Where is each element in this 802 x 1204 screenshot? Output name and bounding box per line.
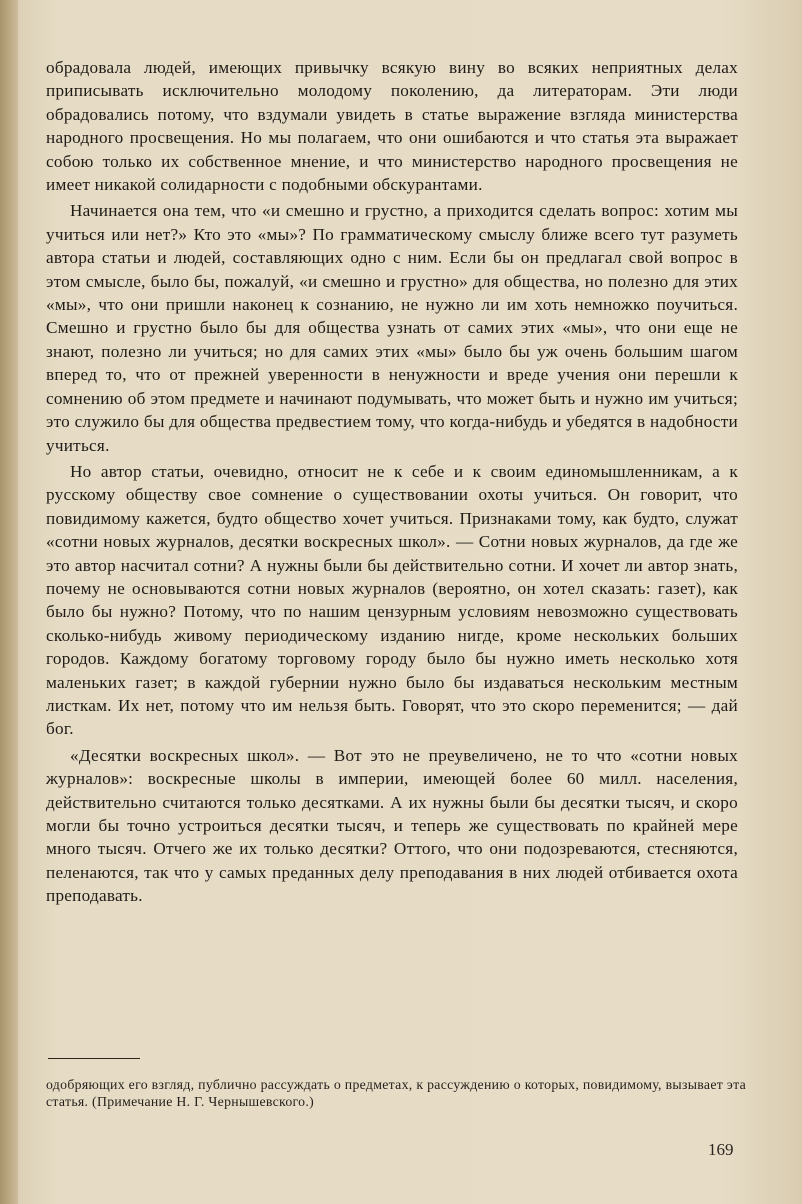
paragraph-3: Но автор статьи, очевидно, относит не к себе и к своим единомышленникам, а к русскому обществу свое сомнение о существовании охоты учиться. Он говорит, что повидимому кажется, будто общество хочет учиться. Признаками тому, как будто, служат «сотни новых журналов, десятки воскресных школ». — Сотни новых журналов, да где же это автор насчитал сотни? А нужны были бы действительно сотни. И хочет ли автор знать, почему не основываются сотни новых журналов (вероятно, он хотел сказать: газет), как было бы нужно? Потому, что по нашим цензурным условиям невозможно существовать сколько-нибудь живому периодическому изданию нигде, кроме нескольких больших городов. Каждому богатому торговому городу было бы нужно иметь несколько хотя маленьких газет; в каждой губернии нужно было бы издаваться нескольким местным листкам. Их нет, потому что им нельзя быть. Говорят, что это скоро переменится; — дай бог. [46,461,738,739]
body-text [46,56,738,908]
footnote-separator [48,1058,140,1059]
footnote: одобряющих его взгляд, публично рассуждать о предметах, к рассуждению о которых, повидимому, вызывает эта статья. (Примечание Н. Г. Чернышевского.) [46,1077,746,1109]
paragraph-4: «Десятки воскресных школ». — Вот это не преувеличено, не то что «сотни новых журналов»: воскресные школы в империи, имеющей более 60 милл. населения, действительно считаются только десятками. А их нужны были бы десятки тысяч, и скоро могли бы точно устроиться десятки тысяч, и теперь же существовать по крайней мере много тысяч. Отчего же их только десятки? Оттого, что они подозреваются, стесняются, пеленаются, так что у самых преданных делу преподавания в них людей отбивается охота преподавать. [46,745,738,906]
page-number: 169 [708,1140,734,1159]
paragraph-2: Начинается она тем, что «и смешно и грустно, а приходится сделать вопрос: хотим мы учиться или нет?» Кто это «мы»? По грамматическому смыслу ближе всего тут разуметь автора статьи и людей, составляющих одно с ним. Если бы он предлагал свой вопрос в этом смысле, было бы, пожалуй, «и смешно и грустно» для общества, но полезно для этих «мы», что они пришли наконец к сознанию, не нужно ли им хоть немножко поучиться. Смешно и грустно было бы для общества узнать от самих этих «мы», что они еще не знают, полезно ли учиться; но для самих этих «мы» было бы уж очень большим шагом вперед то, что от прежней уверенности в ненужности и вреде учения они перешли к сомнению об этом предмете и начинают подумывать, что может быть и нужно им учиться; это служило бы для общества предвестием тому, что когда-нибудь и убедятся в надобности учиться. [46,201,738,455]
page-gutter-shadow [0,0,18,1204]
paragraph-1: обрадовала людей, имеющих привычку всякую вину во всяких неприятных делах приписывать исключительно молодому поколению, да литераторам. Эти люди обрадовались потому, что вздумали увидеть в статье выражение взгляда министерства народного просвещения. Но мы полагаем, что они ошибаются и что статья эта выражает собою только их собственное мнение, и что министерство народного просвещения не имеет никакой солидарности с подобными обскурантами. [46,58,738,195]
